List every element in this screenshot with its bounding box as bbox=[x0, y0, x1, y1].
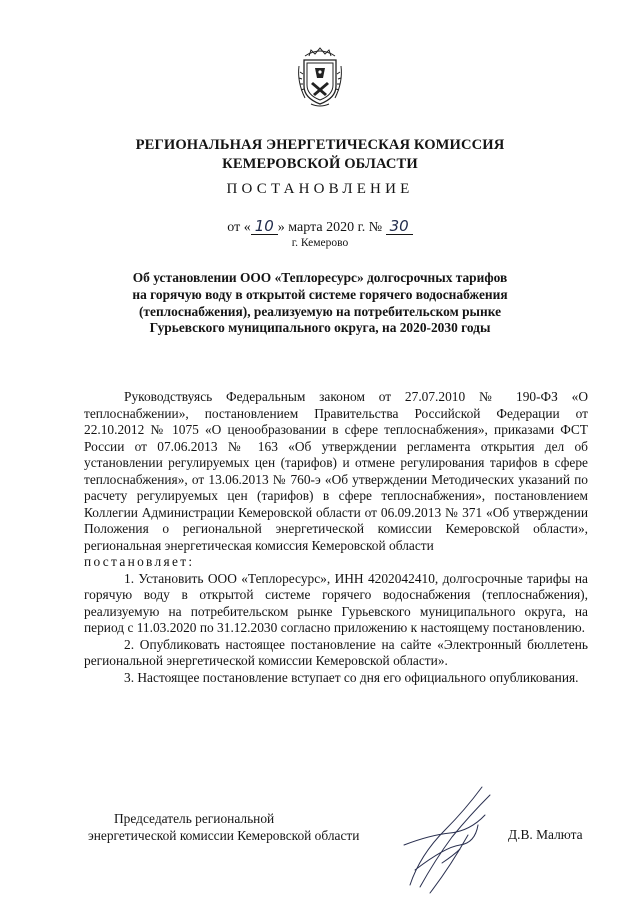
date-day: 10 bbox=[251, 219, 278, 235]
item-3-paragraph: 3. Настоящее постановление вступает со дня его официального опубликования. bbox=[124, 669, 579, 685]
date-middle: » марта 2020 г. № bbox=[277, 220, 383, 235]
item-1-paragraph: 1. Установить ООО «Теплоресурс», ИНН 4202042410, долгосрочные тарифы на горячую воду в открытой системе горячего водоснабжения (теплоснабжения), реализуемую на потребительском рынке Гурьевского муниципального округа, на период с 11.03.2020 по 31.12.2030 согласно приложению к настоящему постановлению. bbox=[84, 570, 588, 635]
document-body bbox=[84, 389, 588, 686]
city: г. Кемерово bbox=[291, 237, 349, 249]
signer-title-line-1: Председатель региональной bbox=[114, 811, 275, 826]
date-line bbox=[80, 219, 560, 236]
signer-name: Д.В. Малюта bbox=[508, 827, 583, 842]
heading-line-1: Об установлении ООО «Теплоресурс» долгосрочных тарифов bbox=[132, 270, 508, 285]
agency-name-line-2: КЕМЕРОВСКОЙ ОБЛАСТИ bbox=[222, 156, 418, 172]
document-type: ПОСТАНОВЛЕНИЕ bbox=[226, 181, 414, 197]
signer-title bbox=[88, 810, 359, 844]
signer-title-line-2: энергетической комиссии Кемеровской области bbox=[88, 828, 360, 843]
date-prefix: от « bbox=[227, 220, 251, 235]
heading-line-4: Гурьевского муниципального округа, на 2020-2030 годы bbox=[149, 320, 491, 336]
heading-line-2: на горячую воду в открытой системе горячего водоснабжения bbox=[132, 286, 508, 302]
heading-line-3: (теплоснабжения), реализуемую на потребительском рынке bbox=[138, 303, 502, 319]
resolves-line: постановляет: bbox=[84, 554, 195, 569]
agency-name-line-1: РЕГИОНАЛЬНАЯ ЭНЕРГЕТИЧЕСКАЯ КОМИССИЯ bbox=[135, 137, 505, 153]
document-number: 30 bbox=[386, 219, 413, 235]
coat-of-arms-icon bbox=[295, 42, 345, 110]
document-heading bbox=[90, 270, 550, 337]
preamble-paragraph: Руководствуясь Федеральным законом от 27.07.2010 № 190-ФЗ «О теплоснабжении», постановлением Правительства Российской Федерации от 22.10.2012 № 1075 «О ценообразовании в сфере теплоснабжения», приказами ФСТ России от 07.06.2013 № 163 «Об утверждении регламента открытия дел об установлении регулируемых цен (тарифов) и отмене регулирования тарифов в сфере теплоснабжения», от 13.06.2013 № 760-э «Об утверждении Методических указаний по расчету регулируемых цен (тарифов) в сфере теплоснабжения», постановлением Коллегии Администрации Кемеровской области от 06.09.2013 № 371 «Об утверждении Положения о региональной энергетической комиссии Кемеровской области», региональная энергетическая комиссия Кемеровской области bbox=[84, 389, 588, 553]
signature-icon bbox=[390, 775, 510, 895]
item-2-paragraph: 2. Опубликовать настоящее постановление на сайте «Электронный бюллетень региональной энергетической комиссии Кемеровской области». bbox=[84, 636, 588, 668]
agency-name bbox=[80, 136, 560, 174]
